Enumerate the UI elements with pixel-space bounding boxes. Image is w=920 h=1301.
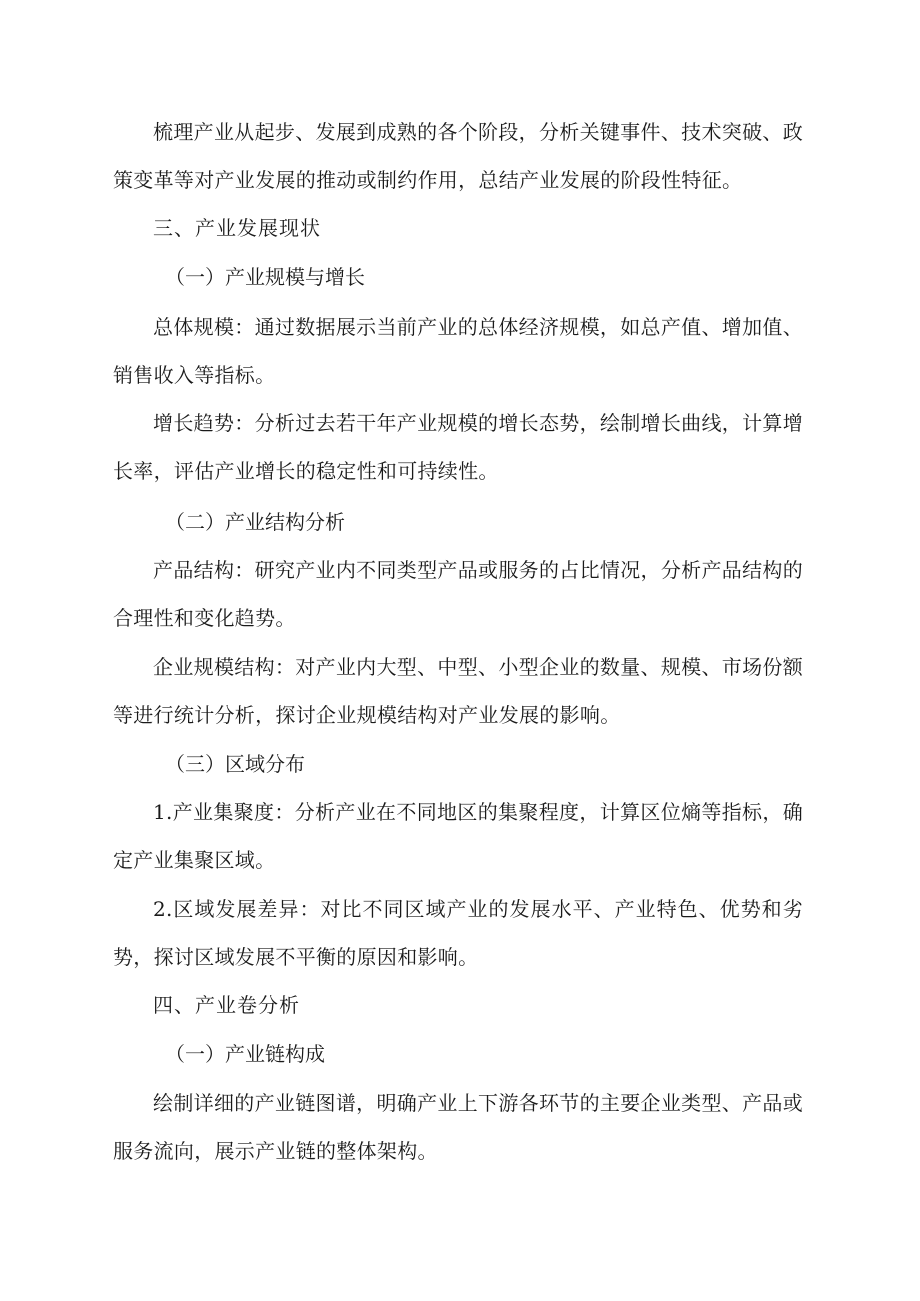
paragraph-product-structure: 产品结构：研究产业内不同类型产品或服务的占比情况，分析产品结构的合理性和变化趋势。 bbox=[113, 558, 803, 630]
paragraph-chain-map: 绘制详细的产业链图谱，明确产业上下游各环节的主要企业类型、产品或服务流向，展示产业链的整体架构。 bbox=[113, 1091, 803, 1163]
heading-structure-analysis: （二）产业结构分析 bbox=[165, 510, 345, 534]
heading-industry-chain: （一）产业链构成 bbox=[165, 1042, 325, 1066]
paragraph-growth-trend: 增长趋势：分析过去若干年产业规模的增长态势，绘制增长曲线，计算增长率，评估产业增长的稳定性和可持续性。 bbox=[113, 411, 803, 483]
heading-industry-status: 三、产业发展现状 bbox=[153, 216, 321, 240]
heading-regional-distribution: （三）区域分布 bbox=[165, 752, 305, 776]
paragraph-overall-scale: 总体规模：通过数据展示当前产业的总体经济规模，如总产值、增加值、销售收入等指标。 bbox=[113, 315, 803, 387]
heading-scale-growth: （一）产业规模与增长 bbox=[165, 265, 365, 289]
paragraph-development-stages: 梳理产业从起步、发展到成熟的各个阶段，分析关键事件、技术突破、政策变革等对产业发展的推动或制约作用，总结产业发展的阶段性特征。 bbox=[113, 120, 803, 192]
paragraph-enterprise-structure: 企业规模结构：对产业内大型、中型、小型企业的数量、规模、市场份额等进行统计分析，探讨企业规模结构对产业发展的影响。 bbox=[113, 655, 803, 727]
heading-industry-analysis: 四、产业卷分析 bbox=[153, 993, 300, 1017]
paragraph-agglomeration: 1.产业集聚度：分析产业在不同地区的集聚程度，计算区位熵等指标，确定产业集聚区域。 bbox=[113, 800, 803, 872]
paragraph-regional-differences: 2.区域发展差异：对比不同区域产业的发展水平、产业特色、优势和劣势，探讨区域发展不平衡的原因和影响。 bbox=[113, 897, 803, 969]
